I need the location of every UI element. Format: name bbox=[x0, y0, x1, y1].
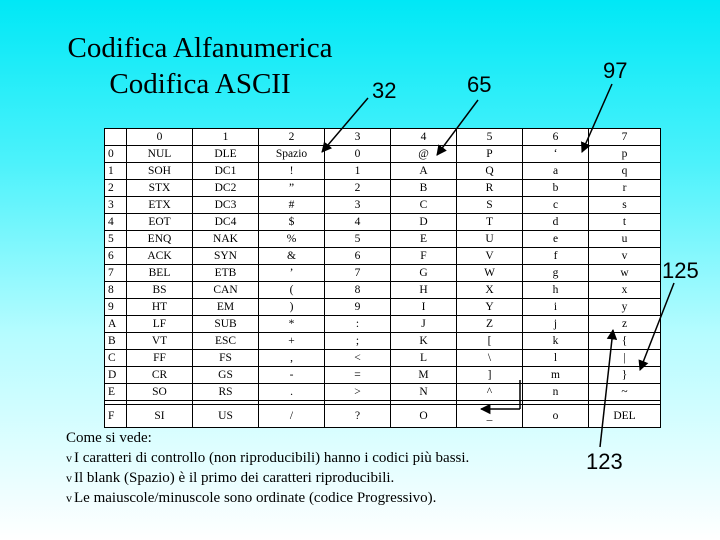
callout-65: 65 bbox=[467, 72, 492, 97]
table-cell: SYN bbox=[193, 248, 259, 265]
table-cell: w bbox=[589, 265, 661, 282]
note-item-3 bbox=[66, 488, 586, 508]
table-cell: BEL bbox=[127, 265, 193, 282]
table-cell: 7 bbox=[325, 265, 391, 282]
table-cell: VT bbox=[127, 333, 193, 350]
bullet-icon: v bbox=[66, 491, 72, 505]
table-cell: @ bbox=[391, 146, 457, 163]
table-cell: 2 bbox=[325, 180, 391, 197]
table-cell: H bbox=[391, 282, 457, 299]
table-cell: # bbox=[259, 197, 325, 214]
table-cell: ESC bbox=[193, 333, 259, 350]
table-cell: ’ bbox=[259, 265, 325, 282]
table-cell: V bbox=[457, 248, 523, 265]
note-text-3: Le maiuscole/minuscole sono ordinate (codice Progressivo). bbox=[74, 490, 437, 506]
table-cell: , bbox=[259, 350, 325, 367]
table-cell: f bbox=[523, 248, 589, 265]
table-cell: CAN bbox=[193, 282, 259, 299]
table-cell: FS bbox=[193, 350, 259, 367]
table-cell: EM bbox=[193, 299, 259, 316]
table-cell: < bbox=[325, 350, 391, 367]
table-cell: ~ bbox=[589, 384, 661, 401]
table-cell: Z bbox=[457, 316, 523, 333]
table-cell: M bbox=[391, 367, 457, 384]
notes-intro: Come si vede: bbox=[66, 430, 152, 446]
table-cell: P bbox=[457, 146, 523, 163]
table-cell: N bbox=[391, 384, 457, 401]
table-cell: k bbox=[523, 333, 589, 350]
table-cell: h bbox=[523, 282, 589, 299]
table-cell: SOH bbox=[127, 163, 193, 180]
table-cell: GS bbox=[193, 367, 259, 384]
table-cell: ] bbox=[457, 367, 523, 384]
table-cell: * bbox=[259, 316, 325, 333]
table-cell: T bbox=[457, 214, 523, 231]
table-cell: BS bbox=[127, 282, 193, 299]
table-cell: ) bbox=[259, 299, 325, 316]
table-cell: b bbox=[523, 180, 589, 197]
table-cell: 4 bbox=[325, 214, 391, 231]
table-cell: } bbox=[589, 367, 661, 384]
note-item-1 bbox=[66, 448, 586, 468]
table-cell: p bbox=[589, 146, 661, 163]
table-cell: S bbox=[457, 197, 523, 214]
table-cell: R bbox=[457, 180, 523, 197]
table-cell: SI bbox=[127, 405, 193, 428]
table-cell: g bbox=[523, 265, 589, 282]
table-cell: NAK bbox=[193, 231, 259, 248]
table-cell: : bbox=[325, 316, 391, 333]
arrow-32 bbox=[322, 98, 368, 152]
callout-125: 125 bbox=[662, 258, 699, 283]
table-cell: x bbox=[589, 282, 661, 299]
table-cell: i bbox=[523, 299, 589, 316]
table-cell: 7 bbox=[589, 129, 661, 146]
table-cell: J bbox=[391, 316, 457, 333]
table-cell: ” bbox=[259, 180, 325, 197]
table-cell: 2 bbox=[259, 129, 325, 146]
table-cell: SO bbox=[127, 384, 193, 401]
table-cell: 1 bbox=[105, 163, 127, 180]
table-cell: s bbox=[589, 197, 661, 214]
table-cell: { bbox=[589, 333, 661, 350]
table-cell: F bbox=[391, 248, 457, 265]
table-cell: ; bbox=[325, 333, 391, 350]
table-cell: & bbox=[259, 248, 325, 265]
table-cell: FF bbox=[127, 350, 193, 367]
table-cell: 8 bbox=[105, 282, 127, 299]
table-cell: \ bbox=[457, 350, 523, 367]
table-cell: 0 bbox=[105, 146, 127, 163]
table-cell: d bbox=[523, 214, 589, 231]
table-cell: 5 bbox=[105, 231, 127, 248]
table-cell: . bbox=[259, 384, 325, 401]
note-item-2 bbox=[66, 468, 586, 488]
arrow-123 bbox=[600, 330, 613, 447]
table-cell: / bbox=[259, 405, 325, 428]
table-cell: 6 bbox=[105, 248, 127, 265]
table-cell: y bbox=[589, 299, 661, 316]
table-cell: I bbox=[391, 299, 457, 316]
table-cell: $ bbox=[259, 214, 325, 231]
table-cell: B bbox=[105, 333, 127, 350]
notes bbox=[66, 428, 586, 508]
table-cell: a bbox=[523, 163, 589, 180]
table-cell: 1 bbox=[193, 129, 259, 146]
table-cell: A bbox=[105, 316, 127, 333]
table-cell: RS bbox=[193, 384, 259, 401]
title-line-2: Codifica ASCII bbox=[109, 68, 291, 100]
callout-97: 97 bbox=[603, 58, 628, 83]
table-cell: [ bbox=[457, 333, 523, 350]
table-cell: % bbox=[259, 231, 325, 248]
table-cell: = bbox=[325, 367, 391, 384]
table-cell: 4 bbox=[391, 129, 457, 146]
table-cell: NUL bbox=[127, 146, 193, 163]
table-cell: DC2 bbox=[193, 180, 259, 197]
table-cell: r bbox=[589, 180, 661, 197]
table-cell: ( bbox=[259, 282, 325, 299]
table-cell: B bbox=[391, 180, 457, 197]
table-cell: 7 bbox=[105, 265, 127, 282]
bullet-icon: v bbox=[66, 451, 72, 465]
table-cell: D bbox=[105, 367, 127, 384]
table-cell: DC4 bbox=[193, 214, 259, 231]
arrow-65 bbox=[437, 100, 478, 155]
table-cell: L bbox=[391, 350, 457, 367]
table-cell: U bbox=[457, 231, 523, 248]
table-cell: US bbox=[193, 405, 259, 428]
table-cell: 5 bbox=[457, 129, 523, 146]
table-cell: EOT bbox=[127, 214, 193, 231]
table-cell: 4 bbox=[105, 214, 127, 231]
table-cell: 6 bbox=[523, 129, 589, 146]
table-cell: D bbox=[391, 214, 457, 231]
table-cell: 2 bbox=[105, 180, 127, 197]
table-cell: C bbox=[105, 350, 127, 367]
table-cell: Spazio bbox=[259, 146, 325, 163]
table-cell: HT bbox=[127, 299, 193, 316]
table-cell: 3 bbox=[105, 197, 127, 214]
table-cell: 6 bbox=[325, 248, 391, 265]
table-cell: q bbox=[589, 163, 661, 180]
table-cell: + bbox=[259, 333, 325, 350]
table-cell: Y bbox=[457, 299, 523, 316]
table-cell: z bbox=[589, 316, 661, 333]
table-cell: Q bbox=[457, 163, 523, 180]
table-cell: ENQ bbox=[127, 231, 193, 248]
table-cell: CR bbox=[127, 367, 193, 384]
table-cell: DC1 bbox=[193, 163, 259, 180]
table-cell: > bbox=[325, 384, 391, 401]
table-cell: DLE bbox=[193, 146, 259, 163]
table-cell: ! bbox=[259, 163, 325, 180]
table-cell: 9 bbox=[325, 299, 391, 316]
callout-32: 32 bbox=[372, 78, 397, 103]
table-cell: F bbox=[105, 405, 127, 428]
table-cell: | bbox=[589, 350, 661, 367]
table-cell: ? bbox=[325, 405, 391, 428]
table-cell: u bbox=[589, 231, 661, 248]
table-cell: 5 bbox=[325, 231, 391, 248]
table-cell: C bbox=[391, 197, 457, 214]
table-cell: W bbox=[457, 265, 523, 282]
table-cell: 0 bbox=[127, 129, 193, 146]
table-cell: E bbox=[391, 231, 457, 248]
bullet-icon: v bbox=[66, 471, 72, 485]
table-cell: ^ bbox=[457, 384, 523, 401]
table-cell: _ bbox=[457, 405, 523, 428]
table-cell: e bbox=[523, 231, 589, 248]
table-cell: l bbox=[523, 350, 589, 367]
table-cell: A bbox=[391, 163, 457, 180]
callout-123: 123 bbox=[586, 449, 623, 474]
title-line-1: Codifica Alfanumerica bbox=[67, 32, 333, 64]
note-text-2: Il blank (Spazio) è il primo dei caratteri riproducibili. bbox=[74, 470, 395, 486]
table-cell: o bbox=[523, 405, 589, 428]
arrow-97 bbox=[582, 84, 612, 152]
table-cell: ACK bbox=[127, 248, 193, 265]
table-cell: t bbox=[589, 214, 661, 231]
table-cell: c bbox=[523, 197, 589, 214]
arrow-125 bbox=[640, 283, 674, 370]
table-cell: n bbox=[523, 384, 589, 401]
table-cell: ETB bbox=[193, 265, 259, 282]
table-cell: ‘ bbox=[523, 146, 589, 163]
table-cell: SUB bbox=[193, 316, 259, 333]
table-cell: E bbox=[105, 384, 127, 401]
table-cell: LF bbox=[127, 316, 193, 333]
table-cell: X bbox=[457, 282, 523, 299]
table-cell: DC3 bbox=[193, 197, 259, 214]
table-cell: 9 bbox=[105, 299, 127, 316]
table-cell: 3 bbox=[325, 129, 391, 146]
table-cell: 3 bbox=[325, 197, 391, 214]
table-cell: DEL bbox=[589, 405, 661, 428]
table-cell: v bbox=[589, 248, 661, 265]
table-cell: O bbox=[391, 405, 457, 428]
table-cell: - bbox=[259, 367, 325, 384]
table-cell: 8 bbox=[325, 282, 391, 299]
table-cell: G bbox=[391, 265, 457, 282]
table-cell: K bbox=[391, 333, 457, 350]
table-cell: j bbox=[523, 316, 589, 333]
table-cell: 0 bbox=[325, 146, 391, 163]
table-cell: STX bbox=[127, 180, 193, 197]
table-cell: 1 bbox=[325, 163, 391, 180]
note-text-1: I caratteri di controllo (non riproducibili) hanno i codici più bassi. bbox=[74, 450, 470, 466]
table-cell: ETX bbox=[127, 197, 193, 214]
table-cell: m bbox=[523, 367, 589, 384]
